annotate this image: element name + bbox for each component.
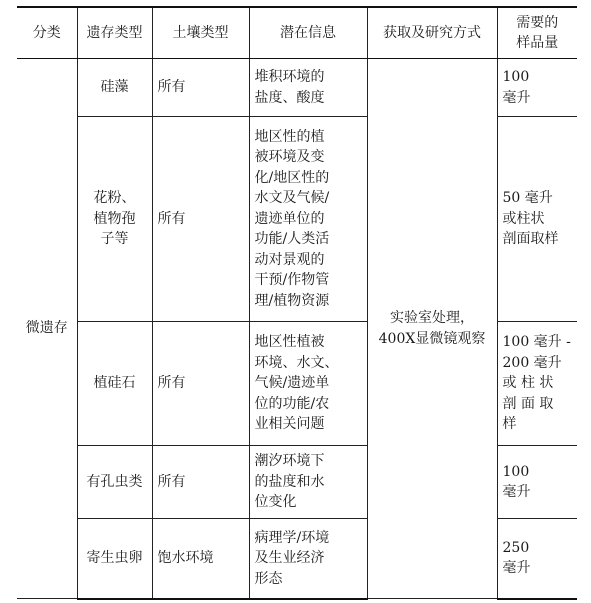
- potential-info-cell: 堆积环境的 盐度、酸度: [249, 59, 367, 117]
- sample-amount-cell: 100 毫升 - 200 毫升 或 柱 状 剖 面 取 样: [497, 322, 577, 446]
- remain-type-cell: 植硅石: [77, 322, 152, 446]
- soil-type-cell: 所有: [152, 322, 249, 446]
- remain-type-cell: 寄生虫卵: [77, 519, 152, 599]
- header-row: [17, 7, 577, 59]
- remain-type-cell: 有孔虫类: [77, 446, 152, 519]
- micro-remains-table: [17, 6, 577, 600]
- sample-amount-cell: 100 毫升: [497, 446, 577, 519]
- header-sample-amount: 需要的 样品量: [497, 7, 577, 59]
- header-remain-type: 遗存类型: [77, 7, 152, 59]
- potential-info-cell: 潮汐环境下 的盐度和水 位变化: [249, 446, 367, 519]
- potential-info-cell: 地区性植被 环境、水文、 气候/遗迹单 位的功能/农 业相关问题: [249, 322, 367, 446]
- header-category: 分类: [17, 7, 77, 59]
- soil-type-cell: 所有: [152, 117, 249, 322]
- remain-type-cell: 花粉、 植物孢 子等: [77, 117, 152, 322]
- potential-info-cell: 病理学/环境 及生业经济 形态: [249, 519, 367, 599]
- sample-amount-cell: 100 毫升: [497, 59, 577, 117]
- header-method: 获取及研究方式: [367, 7, 497, 59]
- table-row: [17, 59, 577, 117]
- header-potential-info: 潜在信息: [249, 7, 367, 59]
- header-soil-type: 土壤类型: [152, 7, 249, 59]
- sample-amount-cell: 250 毫升: [497, 519, 577, 599]
- remain-type-cell: 硅藻: [77, 59, 152, 117]
- soil-type-cell: 饱水环境: [152, 519, 249, 599]
- soil-type-cell: 所有: [152, 446, 249, 519]
- sample-amount-cell: 50 毫升 或柱状 剖面取样: [497, 117, 577, 322]
- method-cell: 实验室处理， 400X显微镜观察: [367, 59, 497, 599]
- soil-type-cell: 所有: [152, 59, 249, 117]
- potential-info-cell: 地区性的植 被环境及变 化/地区性的 水文及气候/ 遗迹单位的 功能/人类活 动对景观的 干预/作物管 理/植物资源: [249, 117, 367, 322]
- category-cell: 微遗存: [17, 59, 77, 599]
